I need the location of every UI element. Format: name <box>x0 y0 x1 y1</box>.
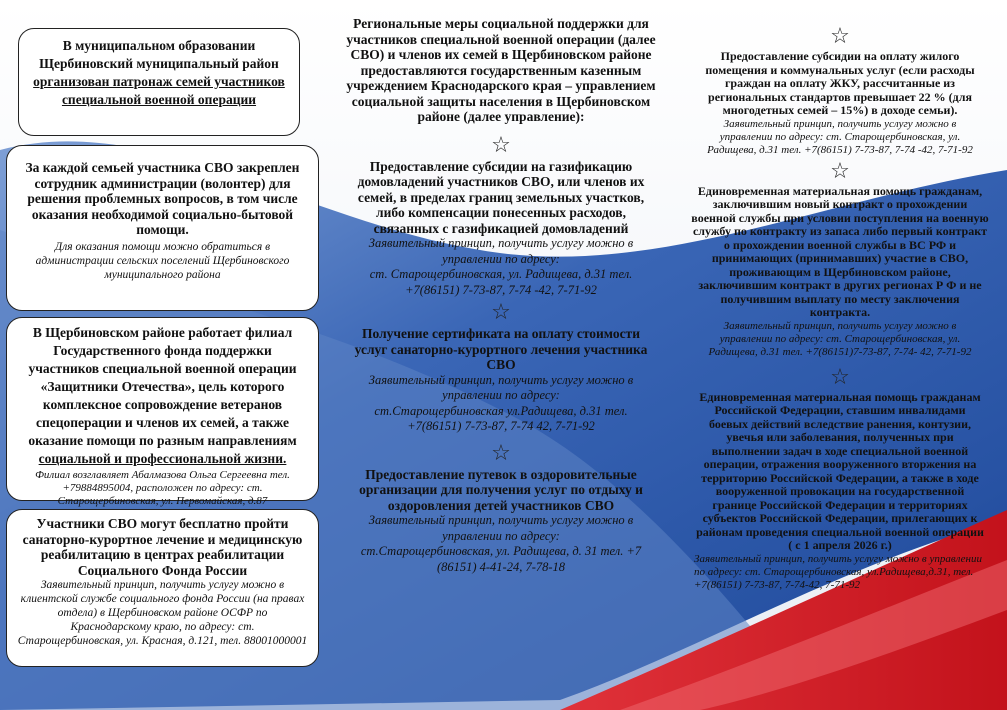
patronage-line1: В муниципальном образовании Щербиновский муниципальный район <box>39 38 279 71</box>
disability-aid-note: Заявительный принцип, получить услугу можно в управлении по адресу: ст. Старощербиновская, ул.Радищева,д.31, тел. +7(86151) 7-73-87, 7-74-42, 7-71-92 <box>694 552 983 591</box>
star-icon: ☆ <box>491 440 511 466</box>
housing-subsidy-note: Заявительный принцип, получить услугу можно в управлении по адресу: ст. Старощербиновская, ул. Радищева, д.31 тел. +7(86151) 7-73-87, 7-74 -42, 7-71-92 <box>707 117 973 156</box>
patronage-line2: организован патронаж семей участников специальной военной операции <box>33 74 285 107</box>
gas-subsidy-title: Предоставление субсидии на газификацию домовладений участников СВО, или членов их семей, в пределах границ земельных участков, либо компенсации понесенных расходов, связанных с газификацией домовладений <box>357 158 645 236</box>
sanatorium-cert-title: Получение сертификата на оплату стоимости услуг санаторно-курортного лечения участника СВО <box>354 326 648 372</box>
contract-aid-note: Заявительный принцип, получить услугу можно в управлении по адресу: ст. Старощербиновская, ул. Радищева, д.31 тел. +7(86151)7-73-87, 7-74- 42, 7-71-92 <box>708 319 972 358</box>
volunteer-note: Для оказания помощи можно обратиться в администрации сельских поселений Щербиновского муниципального района <box>35 240 290 281</box>
star-icon: ☆ <box>830 24 850 49</box>
housing-subsidy-title: Предоставление субсидии на оплату жилого помещения и коммунальных услуг (если расходы граждан на оплату ЖКУ, рассчитанные из региональных стандартов превышает 22 % (для многодетных семей – 15%) в доходе семьи). <box>705 49 975 117</box>
star-icon: ☆ <box>491 300 511 325</box>
star-icon: ☆ <box>830 364 850 390</box>
children-rest-note: Заявительный принцип, получить услугу можно в управлении по адресу: <box>368 513 634 543</box>
middle-column <box>346 16 656 575</box>
disability-aid-title: Единовременная материальная помощь гражданам Российской Федерации, ставшим инвалидами боевых действий вследствие ранения, контузии, увечья или заболевания, полученных при выполнении задач в ходе специальной военной операции, отражения вооруженного вторжения на территорию Российской Федерации, а также в ходе вооруженной провокации на государственной границе Российской Федерации и территориях субъектов Российской Федерации, прилегающих к районам проведения специальной военной операции ( с 1 апреля 2026 г.) <box>696 389 984 552</box>
gas-subsidy-note: Заявительный принцип, получить услугу можно в управлении по адресу: <box>368 236 634 266</box>
children-rest-address: ст.Старощербиновская, ул. Радищева, д. 31 тел. +7 (86151) 4-41-24, 7-78-18 <box>360 544 642 574</box>
sanatorium-cert-note: Заявительный принцип, получить услугу можно в управлении по адресу: <box>368 372 634 402</box>
fund-box <box>6 317 319 507</box>
children-rest-title: Предоставление путевок в оздоровительные организации для получения услуг по отдыху и оздоровления детей участников СВО <box>359 466 643 513</box>
contract-aid-title: Единовременная материальная помощь гражданам, заключившим новый контракт о прохождении военной службы при условии поступления на военную службу по контракту из запаса либо первый контракт о прохождении военной службы в ВС РФ и принимающих (принимавших) участие в СВО, проживающим в Щербиновском районе, заключившим контракт в других регионах Р Ф и не получившим выплату по месту заключения контракта. <box>691 183 989 319</box>
star-icon: ☆ <box>830 158 850 184</box>
volunteer-box <box>6 145 319 311</box>
fund-note: Филиал возглавляет Абалмазова Ольга Сергеевна тел. +79884895004, расположен по адресу: ст. Старощербиновская, ул. Первомайская, д.87 <box>35 469 290 507</box>
sanatorium-cert-address: ст.Старощербиновская ул.Радищева, д.31 тел. +7(86151) 7-73-87, 7-74 42, 7-71-92 <box>374 403 628 433</box>
fund-title: В Щербиновском районе работает филиал Государственного фонда поддержки участников специальной военной операции «Защитники Отечества», цель которого комплексное сопровождение ветеранов спецоперации и членов их семей, а также оказание помощи по разным направлениям <box>28 325 297 448</box>
intro-text: Региональные меры социальной поддержки для участников специальной военной операции (далее СВО) и членов их семей в Щербиновском районе предоставляются государственным казенным учреждением Краснодарского края – управлением социальной защиты населения в Щербиновском районе (далее управление): <box>346 16 656 124</box>
sfr-box <box>6 509 319 667</box>
gas-subsidy-address: ст. Старощербиновская, ул. Радищева, д.31 тел. +7(86151) 7-73-87, 7-74 -42, 7-71-92 <box>369 267 633 297</box>
right-column <box>690 26 990 592</box>
star-icon: ☆ <box>491 132 511 158</box>
fund-title-underlined: социальной и профессиональной жизни. <box>38 451 287 466</box>
sfr-title: Участники СВО могут бесплатно пройти санаторно-курортное лечение и медицинскую реабилитацию в центрах реабилитации Социального Фонда России <box>22 516 303 578</box>
volunteer-title: За каждой семьей участника СВО закреплен сотрудник администрации (волонтер) для решения проблемных вопросов, в том числе оказания необходимой социально-бытовой помощи. <box>25 160 300 237</box>
patronage-box <box>18 28 300 136</box>
sfr-note: Заявительный принцип, получить услугу можно в клиентской службе социального фонда России (на правах отдела) в Щербиновском районе ОСФР по Краснодарскому краю, по адресу: ст. Старощербиновская, ул. Красная, д.121, тел. 88001000001 <box>17 579 308 647</box>
